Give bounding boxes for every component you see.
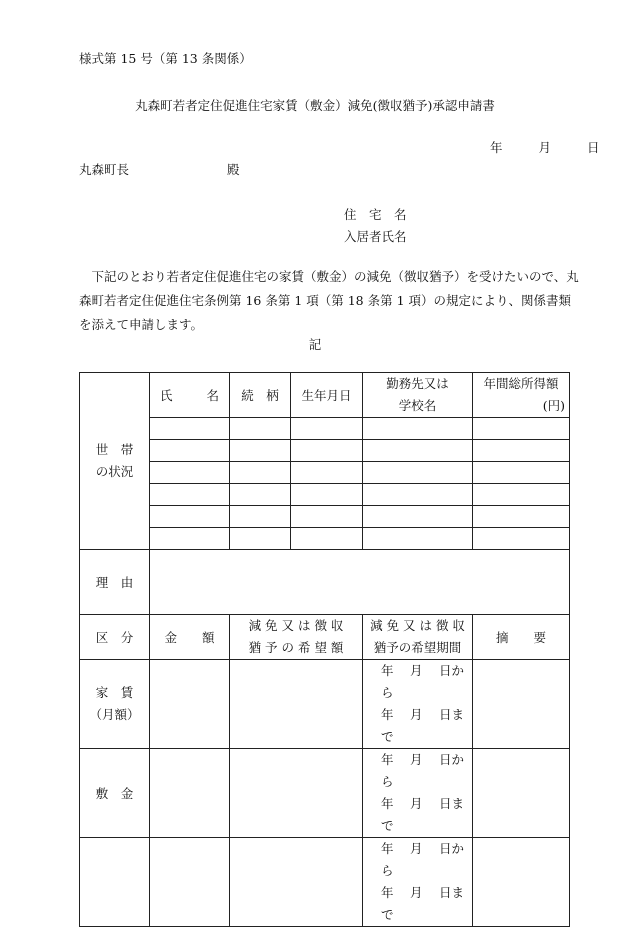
reason-field[interactable] xyxy=(150,550,570,615)
date-day-label: 日 xyxy=(586,140,600,155)
col-header-amount: 金 額 xyxy=(150,615,230,660)
money-row-deposit xyxy=(80,749,570,838)
period-field[interactable]: 年 月 日から 年 月 日まで xyxy=(363,749,473,838)
date-month-label: 月 xyxy=(538,140,551,155)
money-row-blank xyxy=(80,838,570,927)
resident-name-label: 入居者氏名 xyxy=(344,229,407,244)
period-field[interactable]: 年 月 日から 年 月 日まで xyxy=(363,838,473,927)
application-body-text: 下記のとおり若者定住促進住宅の家賃（敷金）の減免（徴収猶予）を受けたいので、丸森町若者定住促進住宅条例第 16 条第 1 項（第 18 条第 1 項）の規定により、関係書類を添えて申請します。 xyxy=(79,269,579,332)
col-header-desired-period: 減 免 又 は 徴 収 猶予の希望期間 xyxy=(363,615,473,660)
document-title: 丸森町若者定住促進住宅家賃（敷金）減免(徴収猶予)承認申請書 xyxy=(135,98,495,113)
addressee-name: 丸森町長 xyxy=(79,162,130,177)
col-header-workplace: 勤務先又は 学校名 xyxy=(363,373,473,418)
desired-amount-field[interactable] xyxy=(230,749,363,838)
desired-amount-field[interactable] xyxy=(230,838,363,927)
category-rent-label: 家 賃 （月額） xyxy=(80,660,150,749)
household-row xyxy=(80,418,570,440)
col-header-desired-amount: 減 免 又 は 徴 収 猶 予 の 希 望 額 xyxy=(230,615,363,660)
household-section-label: 世 帯 の状況 xyxy=(80,373,150,550)
category-deposit-label: 敷 金 xyxy=(80,749,150,838)
col-header-income: 年間総所得額 (円) xyxy=(473,373,570,418)
household-row xyxy=(80,506,570,528)
col-header-birthdate: 生年月日 xyxy=(291,373,363,418)
addressee-suffix: 殿 xyxy=(227,162,240,177)
col-header-remarks: 摘 要 xyxy=(473,615,570,660)
money-row-rent xyxy=(80,660,570,749)
col-header-name: 氏 名 xyxy=(150,373,230,418)
household-row xyxy=(80,484,570,506)
household-row xyxy=(80,440,570,462)
desired-amount-field[interactable] xyxy=(230,660,363,749)
household-row xyxy=(80,462,570,484)
reason-row xyxy=(80,550,570,615)
period-field[interactable]: 年 月 日から 年 月 日まで xyxy=(363,660,473,749)
addressee xyxy=(79,160,240,178)
remarks-field[interactable] xyxy=(473,838,570,927)
category-blank[interactable] xyxy=(80,838,150,927)
amount-field[interactable] xyxy=(150,838,230,927)
date-year-label: 年 xyxy=(490,140,503,155)
household-row xyxy=(80,528,570,550)
remarks-field[interactable] xyxy=(473,749,570,838)
amount-field[interactable] xyxy=(150,749,230,838)
reason-label: 理 由 xyxy=(80,550,150,615)
date-line xyxy=(490,138,599,156)
col-header-category: 区 分 xyxy=(80,615,150,660)
remarks-field[interactable] xyxy=(473,660,570,749)
amount-field[interactable] xyxy=(150,660,230,749)
applicant-block xyxy=(344,204,407,248)
col-header-relation: 続 柄 xyxy=(230,373,291,418)
money-header-row xyxy=(80,615,570,660)
ki-heading: 記 xyxy=(308,337,322,352)
form-number: 様式第 15 号（第 13 条関係） xyxy=(79,51,252,66)
application-table xyxy=(79,372,570,927)
housing-name-label: 住 宅 名 xyxy=(344,207,407,222)
household-header-row xyxy=(80,373,570,418)
